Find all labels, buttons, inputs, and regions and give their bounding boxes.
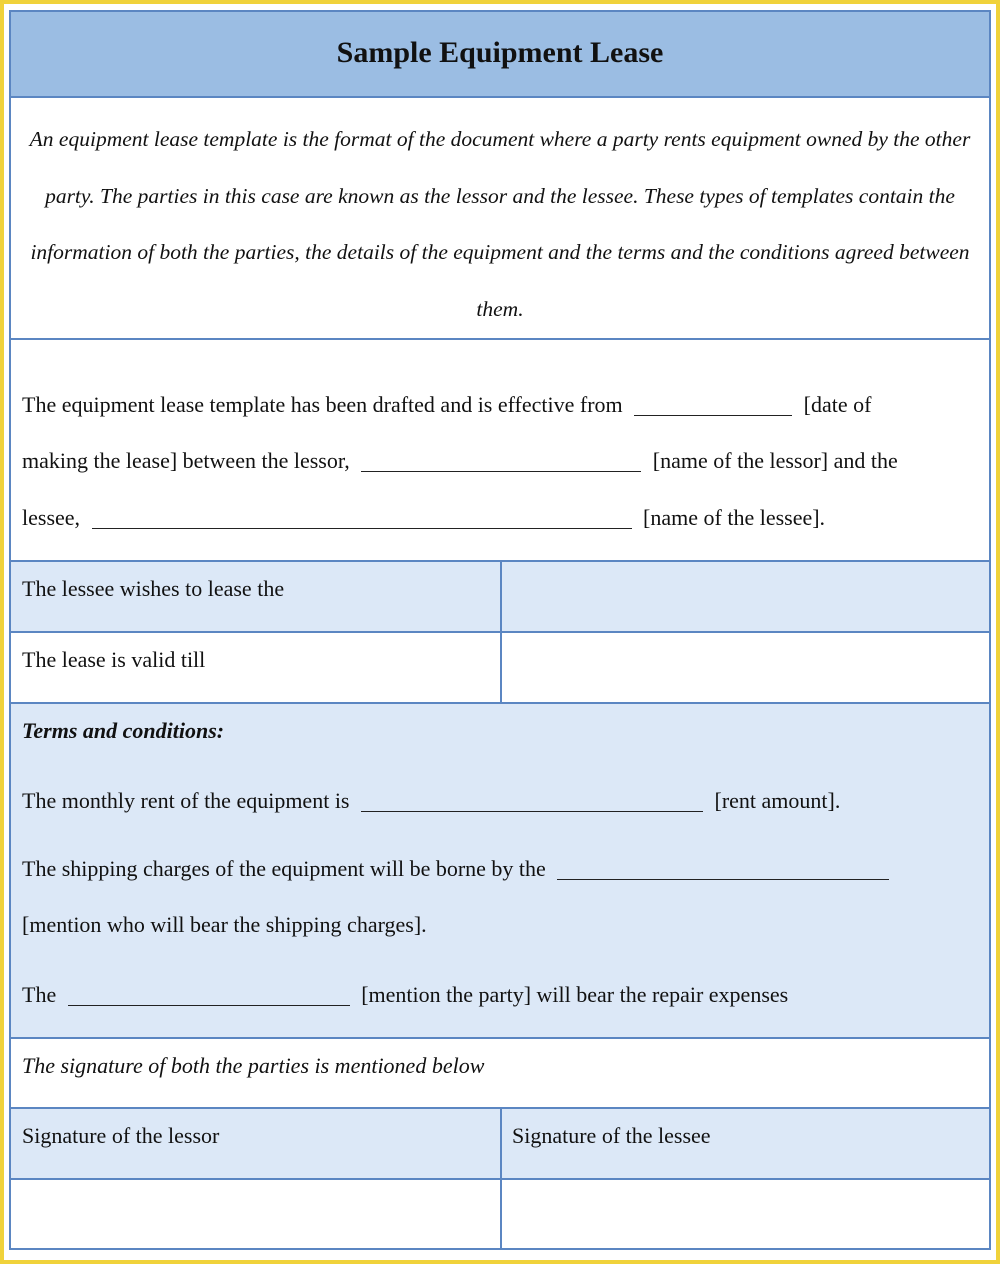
intro-text: An equipment lease template is the format of the document where a party rents equipment owned by the other party. The parties in this case are known as the lessor and the lessee. These types of templates contain the information of both the parties, the details of the equipment and the terms and the conditions agreed between them. — [29, 127, 971, 321]
parties-line-3-hint: [name of the lessee]. — [643, 505, 826, 530]
lease-validity-label: The lease is valid till — [22, 647, 206, 672]
lessor-name-field[interactable] — [361, 449, 641, 472]
shipping-party-field[interactable] — [557, 857, 889, 880]
lessor-signature-label-cell — [11, 1109, 502, 1178]
rent-line — [22, 788, 840, 814]
lease-item-row — [11, 562, 989, 633]
lessee-signature-label-cell — [502, 1109, 989, 1178]
page-title: Sample Equipment Lease — [336, 36, 664, 69]
parties-line-1-hint: [date of — [803, 392, 872, 417]
lease-item-label: The lessee wishes to lease the — [22, 576, 285, 601]
parties-section — [11, 340, 989, 562]
signature-label-row — [11, 1109, 989, 1180]
parties-line-2-text: making the lease] between the lessor, — [22, 448, 350, 473]
parties-line-1 — [22, 392, 871, 418]
lessee-name-field[interactable] — [92, 506, 632, 529]
lease-validity-row — [11, 633, 989, 704]
parties-line-2 — [22, 448, 898, 474]
lease-item-label-cell — [11, 562, 502, 631]
parties-line-3 — [22, 505, 825, 531]
lease-validity-label-cell — [11, 633, 502, 702]
title-bar — [11, 12, 989, 98]
signature-note: The signature of both the parties is mentioned below — [22, 1053, 485, 1078]
intro-section — [11, 98, 989, 340]
terms-section — [11, 704, 989, 1039]
rent-text: The monthly rent of the equipment is — [22, 788, 350, 813]
signature-box-row — [11, 1180, 989, 1248]
lessee-signature-label: Signature of the lessee — [512, 1123, 711, 1148]
lessor-signature-label: Signature of the lessor — [22, 1123, 220, 1148]
lessee-signature-box[interactable] — [502, 1180, 989, 1248]
repair-party-field[interactable] — [68, 983, 350, 1006]
shipping-hint: [mention who will bear the shipping charges]. — [22, 912, 427, 937]
shipping-text: The shipping charges of the equipment will be borne by the — [22, 856, 546, 881]
signature-note-row — [11, 1039, 989, 1109]
repair-line — [22, 982, 788, 1008]
lease-item-value-cell[interactable] — [502, 562, 989, 631]
rent-hint: [rent amount]. — [714, 788, 841, 813]
effective-date-field[interactable] — [634, 393, 792, 416]
shipping-line — [22, 856, 895, 882]
terms-heading: Terms and conditions: — [22, 718, 225, 743]
rent-amount-field[interactable] — [361, 789, 703, 812]
parties-line-2-hint: [name of the lessor] and the — [652, 448, 898, 473]
lease-validity-value-cell[interactable] — [502, 633, 989, 702]
lease-document — [9, 10, 991, 1250]
parties-line-3-text: lessee, — [22, 505, 81, 530]
repair-text: The — [22, 982, 57, 1007]
parties-line-1-text: The equipment lease template has been drafted and is effective from — [22, 392, 623, 417]
repair-hint: [mention the party] will bear the repair expenses — [361, 982, 789, 1007]
lessor-signature-box[interactable] — [11, 1180, 502, 1248]
